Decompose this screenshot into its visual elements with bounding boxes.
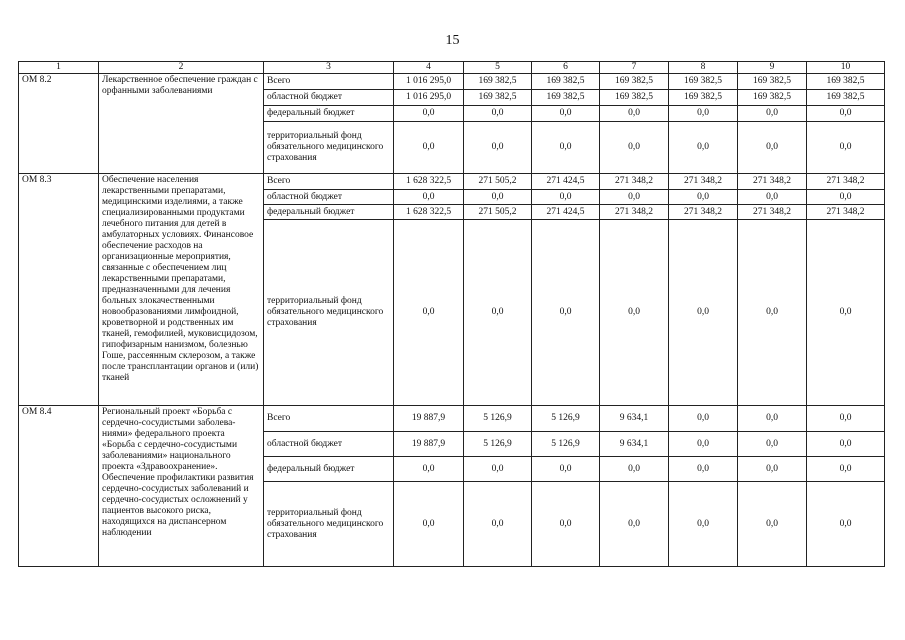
amount-cell: 271 348,2: [738, 205, 807, 220]
amount-cell: 0,0: [738, 106, 807, 122]
amount-cell: 169 382,5: [807, 74, 885, 90]
amount-cell: 0,0: [600, 482, 669, 567]
column-header: 10: [807, 62, 885, 74]
amount-cell: 0,0: [738, 457, 807, 482]
amount-cell: 0,0: [669, 482, 738, 567]
amount-cell: 0,0: [464, 482, 532, 567]
funding-source: территориальный фонд обязательного медицинского страхования: [264, 220, 394, 406]
amount-cell: 19 887,9: [394, 432, 464, 457]
page-number: 15: [445, 33, 460, 48]
amount-cell: 0,0: [807, 406, 885, 432]
amount-cell: 169 382,5: [464, 90, 532, 106]
amount-cell: 0,0: [807, 106, 885, 122]
amount-cell: 1 016 295,0: [394, 74, 464, 90]
amount-cell: 169 382,5: [669, 74, 738, 90]
amount-cell: 0,0: [532, 482, 600, 567]
column-header: 7: [600, 62, 669, 74]
amount-cell: 0,0: [394, 220, 464, 406]
column-header: 5: [464, 62, 532, 74]
amount-cell: 0,0: [600, 220, 669, 406]
amount-cell: 0,0: [669, 220, 738, 406]
amount-cell: 0,0: [600, 190, 669, 205]
table-row: [19, 74, 885, 90]
amount-cell: 169 382,5: [738, 74, 807, 90]
amount-cell: 0,0: [807, 190, 885, 205]
amount-cell: 0,0: [669, 122, 738, 174]
funding-source: Всего: [264, 74, 394, 90]
amount-cell: 0,0: [669, 106, 738, 122]
amount-cell: 0,0: [669, 432, 738, 457]
amount-cell: 0,0: [532, 190, 600, 205]
amount-cell: 169 382,5: [738, 90, 807, 106]
amount-cell: 9 634,1: [600, 432, 669, 457]
activity-name: Обеспечение населения лекарственными препаратами, медицинскими изделиями, а также специализированными продуктами лечебного питания для детей в амбулаторных условиях. Финансовое обеспечение расходов на организационные мероприятия, связанные с обеспечением лиц лекарственными препаратами, предназначенными для лечения больных злокачественными новообразованиями лимфоидной, кроветворной и родственных им тканей, гемофилией, муковисцидозом, гипофизарным нанизмом, болезнью Гоше, рассеянным склерозом, а также после трансплантации органов и (или) тканей: [99, 174, 264, 406]
amount-cell: 5 126,9: [464, 432, 532, 457]
funding-source: Всего: [264, 174, 394, 190]
amount-cell: 0,0: [807, 432, 885, 457]
amount-cell: 0,0: [669, 406, 738, 432]
activity-name: Лекарственное обеспечение граждан с орфанными заболеваниями: [99, 74, 264, 174]
amount-cell: 271 348,2: [669, 174, 738, 190]
funding-source: федеральный бюджет: [264, 457, 394, 482]
amount-cell: 0,0: [532, 220, 600, 406]
amount-cell: 0,0: [807, 122, 885, 174]
amount-cell: 271 505,2: [464, 174, 532, 190]
amount-cell: 0,0: [532, 457, 600, 482]
amount-cell: 0,0: [738, 122, 807, 174]
amount-cell: 271 505,2: [464, 205, 532, 220]
amount-cell: 0,0: [738, 220, 807, 406]
amount-cell: 0,0: [464, 457, 532, 482]
amount-cell: 0,0: [738, 406, 807, 432]
activity-code: ОМ 8.4: [19, 406, 99, 567]
amount-cell: 0,0: [464, 106, 532, 122]
column-header: 9: [738, 62, 807, 74]
amount-cell: 9 634,1: [600, 406, 669, 432]
amount-cell: 271 348,2: [807, 205, 885, 220]
amount-cell: 169 382,5: [807, 90, 885, 106]
activity-name: Региональный проект «Борьба с сердечно-сосудистыми заболева-ниями» федерального проекта «Борьба с сердечно-сосудистыми заболеваниями» национального проекта «Здравоохранение». Обеспечение профилактики развития сердечно-сосудистых заболеваний и сердечно-сосудистых осложнений у пациентов высокого риска, находящихся на диспансерном наблюдении: [99, 406, 264, 567]
amount-cell: 271 424,5: [532, 174, 600, 190]
amount-cell: 0,0: [464, 220, 532, 406]
amount-cell: 5 126,9: [532, 406, 600, 432]
amount-cell: 271 348,2: [807, 174, 885, 190]
amount-cell: 271 348,2: [600, 205, 669, 220]
amount-cell: 0,0: [669, 457, 738, 482]
activity-code: ОМ 8.3: [19, 174, 99, 406]
column-header: 6: [532, 62, 600, 74]
funding-source: областной бюджет: [264, 190, 394, 205]
amount-cell: 0,0: [600, 122, 669, 174]
funding-source: территориальный фонд обязательного медицинского страхования: [264, 482, 394, 567]
amount-cell: 0,0: [600, 106, 669, 122]
amount-cell: 271 348,2: [738, 174, 807, 190]
table-row: [19, 174, 885, 190]
activity-code: ОМ 8.2: [19, 74, 99, 174]
amount-cell: 0,0: [738, 432, 807, 457]
amount-cell: 271 424,5: [532, 205, 600, 220]
funding-source: областной бюджет: [264, 90, 394, 106]
funding-source: федеральный бюджет: [264, 106, 394, 122]
amount-cell: 0,0: [394, 106, 464, 122]
column-header: 4: [394, 62, 464, 74]
funding-source: Всего: [264, 406, 394, 432]
amount-cell: 0,0: [807, 220, 885, 406]
amount-cell: 0,0: [600, 457, 669, 482]
funding-source: областной бюджет: [264, 432, 394, 457]
amount-cell: 0,0: [394, 190, 464, 205]
table-row: [19, 406, 885, 432]
column-header: 8: [669, 62, 738, 74]
column-header: 2: [99, 62, 264, 74]
amount-cell: 169 382,5: [600, 74, 669, 90]
amount-cell: 169 382,5: [669, 90, 738, 106]
column-header: 3: [264, 62, 394, 74]
column-header: 1: [19, 62, 99, 74]
amount-cell: 19 887,9: [394, 406, 464, 432]
amount-cell: 169 382,5: [464, 74, 532, 90]
amount-cell: 271 348,2: [669, 205, 738, 220]
amount-cell: 1 628 322,5: [394, 205, 464, 220]
amount-cell: 0,0: [807, 482, 885, 567]
amount-cell: 0,0: [394, 457, 464, 482]
funding-source: территориальный фонд обязательного медицинского страхования: [264, 122, 394, 174]
amount-cell: 169 382,5: [532, 74, 600, 90]
amount-cell: 1 628 322,5: [394, 174, 464, 190]
amount-cell: 0,0: [807, 457, 885, 482]
amount-cell: 0,0: [394, 482, 464, 567]
amount-cell: 0,0: [532, 122, 600, 174]
amount-cell: 0,0: [532, 106, 600, 122]
amount-cell: 0,0: [738, 482, 807, 567]
amount-cell: 5 126,9: [532, 432, 600, 457]
funding-source: федеральный бюджет: [264, 205, 394, 220]
amount-cell: 0,0: [669, 190, 738, 205]
amount-cell: 169 382,5: [532, 90, 600, 106]
amount-cell: 0,0: [464, 190, 532, 205]
amount-cell: 1 016 295,0: [394, 90, 464, 106]
amount-cell: 5 126,9: [464, 406, 532, 432]
header-row: [19, 62, 885, 74]
amount-cell: 0,0: [394, 122, 464, 174]
amount-cell: 169 382,5: [600, 90, 669, 106]
amount-cell: 0,0: [738, 190, 807, 205]
amount-cell: 271 348,2: [600, 174, 669, 190]
amount-cell: 0,0: [464, 122, 532, 174]
budget-table: [18, 61, 885, 567]
